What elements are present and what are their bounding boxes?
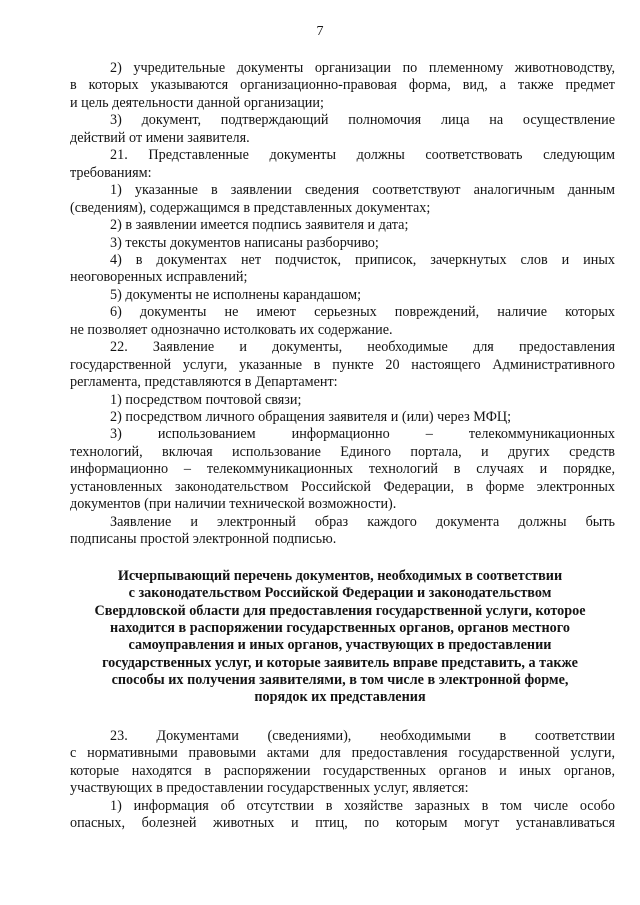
body-line: 3) документ, подтверждающий полномочия лица на осуществление bbox=[110, 112, 615, 129]
heading-line: порядок их представления bbox=[254, 689, 426, 706]
body-line: 1) информация об отсутствии в хозяйстве заразных в том числе особо bbox=[110, 797, 615, 814]
body-line: 2) учредительные документы организации по племенному животноводству, bbox=[110, 60, 615, 76]
heading-line: Свердловской области для предоставления государственной услуги, которое bbox=[94, 602, 586, 619]
heading-line: государственных услуг, и которые заявитель вправе представить, а также bbox=[102, 654, 578, 671]
body-line: не позволяет однозначно истолковать их содержание. bbox=[70, 321, 393, 338]
heading-line: находится в распоряжении государственных органов, органов местного bbox=[110, 619, 570, 636]
body-line: 4) в документах нет подчисток, приписок, зачеркнутых слов и иных bbox=[110, 251, 615, 268]
body-line: которые находятся в распоряжении государственных органов и иных органов, bbox=[70, 762, 615, 779]
body-line: 1) посредством почтовой связи; bbox=[110, 391, 302, 408]
body-line: с нормативными правовыми актами для предоставления государственной услуги, bbox=[70, 745, 615, 762]
body-line: 2) в заявлении имеется подпись заявителя и дата; bbox=[110, 217, 409, 234]
heading-line: самоуправления и иных органов, участвующих в предоставлении bbox=[128, 637, 552, 654]
body-line: 5) документы не исполнены карандашом; bbox=[110, 286, 362, 303]
body-line: 6) документы не имеют серьезных повреждений, наличие которых bbox=[110, 304, 615, 321]
body-line: технологий, включая использование Единого портала, и других средств bbox=[70, 443, 615, 460]
body-line: действий от имени заявителя. bbox=[70, 129, 250, 146]
body-line: требованиям: bbox=[70, 164, 152, 181]
heading-line: с законодательством Российской Федерации и законодательством bbox=[128, 585, 552, 602]
body-line: неоговоренных исправлений; bbox=[70, 269, 248, 286]
body-line: в которых указываются организационно-правовая форма, вид, а также предмет bbox=[70, 77, 615, 94]
body-line: Заявление и электронный образ каждого документа должны быть bbox=[110, 513, 615, 530]
body-line: 22. Заявление и документы, необходимые для предоставления bbox=[110, 339, 615, 356]
page-number: 7 bbox=[316, 24, 324, 39]
body-line: 23. Документами (сведениями), необходимыми в соответствии bbox=[110, 728, 615, 744]
body-line: подписаны простой электронной подписью. bbox=[70, 531, 337, 548]
body-line: государственной услуги, указанные в пункте 20 настоящего Административного bbox=[70, 356, 615, 373]
body-line: (сведениям), содержащимся в представленных документах; bbox=[70, 199, 431, 216]
heading-line: Исчерпывающий перечень документов, необходимых в соответствии bbox=[117, 568, 563, 584]
body-line: 1) указанные в заявлении сведения соответствуют аналогичным данным bbox=[110, 182, 615, 199]
body-line: документов (при наличии технической возможности). bbox=[70, 496, 397, 513]
body-line: регламента, представляются в Департамент: bbox=[70, 374, 338, 391]
body-line: участвующих в предоставлении государственных услуг, является: bbox=[70, 780, 469, 797]
body-line: и цель деятельности данной организации; bbox=[70, 94, 324, 111]
heading-line: способы их получения заявителями, в том числе в электронной форме, bbox=[111, 671, 569, 688]
body-line: 2) посредством личного обращения заявителя и (или) через МФЦ; bbox=[110, 409, 512, 425]
body-line: установленных законодательством Российской Федерации, в форме электронных bbox=[70, 478, 615, 495]
body-line: 3) использованием информационно – телекоммуникационных bbox=[110, 426, 615, 443]
body-line: опасных, болезней животных и птиц, по которым могут устанавливаться bbox=[70, 815, 615, 831]
body-line: 21. Представленные документы должны соответствовать следующим bbox=[110, 147, 615, 164]
body-line: 3) тексты документов написаны разборчиво; bbox=[110, 234, 379, 251]
body-line: информационно – телекоммуникационных технологий в случаях и порядке, bbox=[70, 461, 615, 478]
